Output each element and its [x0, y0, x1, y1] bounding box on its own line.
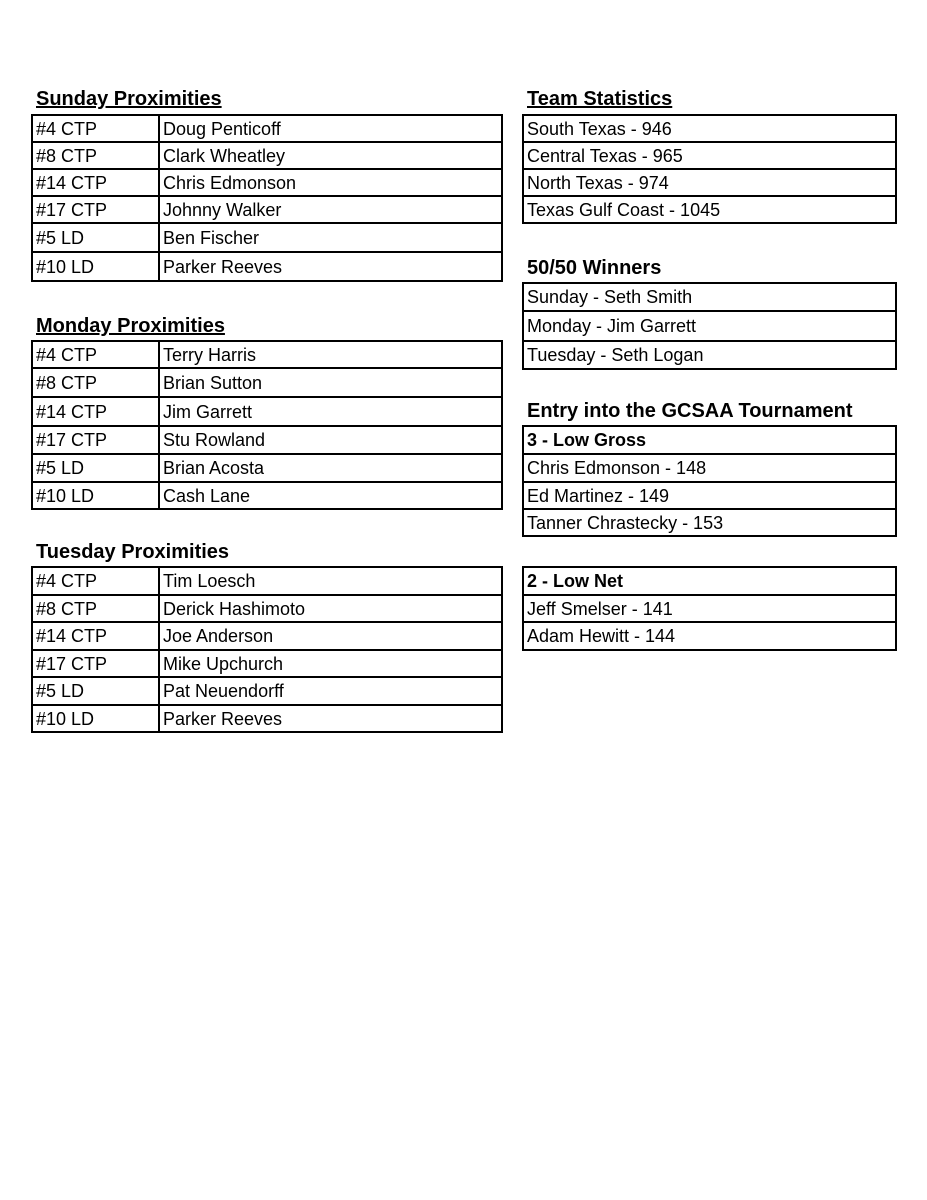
winner-cell: Ben Fischer: [159, 223, 502, 252]
gcsaa-entry-title: Entry into the GCSAA Tournament: [527, 400, 853, 422]
table-row: [32, 115, 502, 142]
table-row: [32, 397, 502, 426]
hole-cell: #17 CTP: [32, 426, 159, 454]
hole-cell: #17 CTP: [32, 196, 159, 223]
winner-cell: Chris Edmonson: [159, 169, 502, 196]
hole-cell: #14 CTP: [32, 397, 159, 426]
table-row: [523, 595, 896, 622]
table-row: [523, 341, 896, 369]
winner-cell: Mike Upchurch: [159, 650, 502, 677]
hole-cell: #8 CTP: [32, 595, 159, 622]
tuesday-proximities-table: [31, 566, 503, 733]
winner-cell: Tim Loesch: [159, 567, 502, 595]
hole-cell: #17 CTP: [32, 650, 159, 677]
table-row: [523, 482, 896, 509]
table-row: [523, 169, 896, 196]
winner-cell: Parker Reeves: [159, 705, 502, 732]
table-row: [32, 482, 502, 509]
fifty-fifty-cell: Monday - Jim Garrett: [523, 311, 896, 341]
table-row: [32, 677, 502, 705]
fifty-fifty-cell: Sunday - Seth Smith: [523, 283, 896, 311]
monday-proximities-table: [31, 340, 503, 510]
hole-cell: #10 LD: [32, 482, 159, 509]
hole-cell: #14 CTP: [32, 169, 159, 196]
winner-cell: Parker Reeves: [159, 252, 502, 281]
team-stat-cell: Texas Gulf Coast - 1045: [523, 196, 896, 223]
winner-cell: Johnny Walker: [159, 196, 502, 223]
low-gross-cell: Chris Edmonson - 148: [523, 454, 896, 482]
team-stat-cell: Central Texas - 965: [523, 142, 896, 169]
tuesday-proximities-title: Tuesday Proximities: [36, 541, 230, 563]
table-row: [32, 341, 502, 368]
winner-cell: Derick Hashimoto: [159, 595, 502, 622]
team-stat-cell: South Texas - 946: [523, 115, 896, 142]
table-row: [32, 426, 502, 454]
table-row: [523, 454, 896, 482]
hole-cell: #5 LD: [32, 677, 159, 705]
team-statistics-title: Team Statistics: [527, 88, 673, 110]
hole-cell: #10 LD: [32, 705, 159, 732]
hole-cell: #4 CTP: [32, 115, 159, 142]
table-row: [32, 252, 502, 281]
table-row: [523, 567, 896, 595]
table-row: [523, 115, 896, 142]
fifty-fifty-cell: Tuesday - Seth Logan: [523, 341, 896, 369]
table-row: [32, 595, 502, 622]
hole-cell: #5 LD: [32, 454, 159, 482]
low-gross-cell: Tanner Chrastecky - 153: [523, 509, 896, 536]
low-gross-table: [522, 425, 897, 537]
monday-proximities-title: Monday Proximities: [36, 315, 225, 337]
sunday-proximities-title: Sunday Proximities: [36, 88, 222, 110]
table-row: [523, 311, 896, 341]
winner-cell: Cash Lane: [159, 482, 502, 509]
winner-cell: Brian Acosta: [159, 454, 502, 482]
table-row: [523, 142, 896, 169]
winner-cell: Stu Rowland: [159, 426, 502, 454]
sunday-proximities-table: [31, 114, 503, 282]
hole-cell: #5 LD: [32, 223, 159, 252]
low-net-header: 2 - Low Net: [523, 567, 896, 595]
winner-cell: Brian Sutton: [159, 368, 502, 397]
low-net-cell: Adam Hewitt - 144: [523, 622, 896, 650]
table-row: [523, 426, 896, 454]
table-row: [32, 368, 502, 397]
table-row: [523, 622, 896, 650]
winner-cell: Terry Harris: [159, 341, 502, 368]
hole-cell: #14 CTP: [32, 622, 159, 650]
winner-cell: Pat Neuendorff: [159, 677, 502, 705]
low-gross-cell: Ed Martinez - 149: [523, 482, 896, 509]
team-stat-cell: North Texas - 974: [523, 169, 896, 196]
table-row: [32, 622, 502, 650]
hole-cell: #10 LD: [32, 252, 159, 281]
table-row: [32, 142, 502, 169]
table-row: [32, 705, 502, 732]
table-row: [32, 169, 502, 196]
table-row: [523, 283, 896, 311]
table-row: [32, 454, 502, 482]
hole-cell: #8 CTP: [32, 142, 159, 169]
table-row: [32, 567, 502, 595]
winner-cell: Doug Penticoff: [159, 115, 502, 142]
low-net-table: [522, 566, 897, 651]
hole-cell: #8 CTP: [32, 368, 159, 397]
low-gross-header: 3 - Low Gross: [523, 426, 896, 454]
table-row: [523, 196, 896, 223]
table-row: [32, 650, 502, 677]
team-statistics-table: [522, 114, 897, 224]
winner-cell: Joe Anderson: [159, 622, 502, 650]
fifty-fifty-title: 50/50 Winners: [527, 257, 662, 279]
winner-cell: Jim Garrett: [159, 397, 502, 426]
hole-cell: #4 CTP: [32, 341, 159, 368]
table-row: [32, 223, 502, 252]
winner-cell: Clark Wheatley: [159, 142, 502, 169]
hole-cell: #4 CTP: [32, 567, 159, 595]
low-net-cell: Jeff Smelser - 141: [523, 595, 896, 622]
fifty-fifty-table: [522, 282, 897, 370]
table-row: [523, 509, 896, 536]
table-row: [32, 196, 502, 223]
